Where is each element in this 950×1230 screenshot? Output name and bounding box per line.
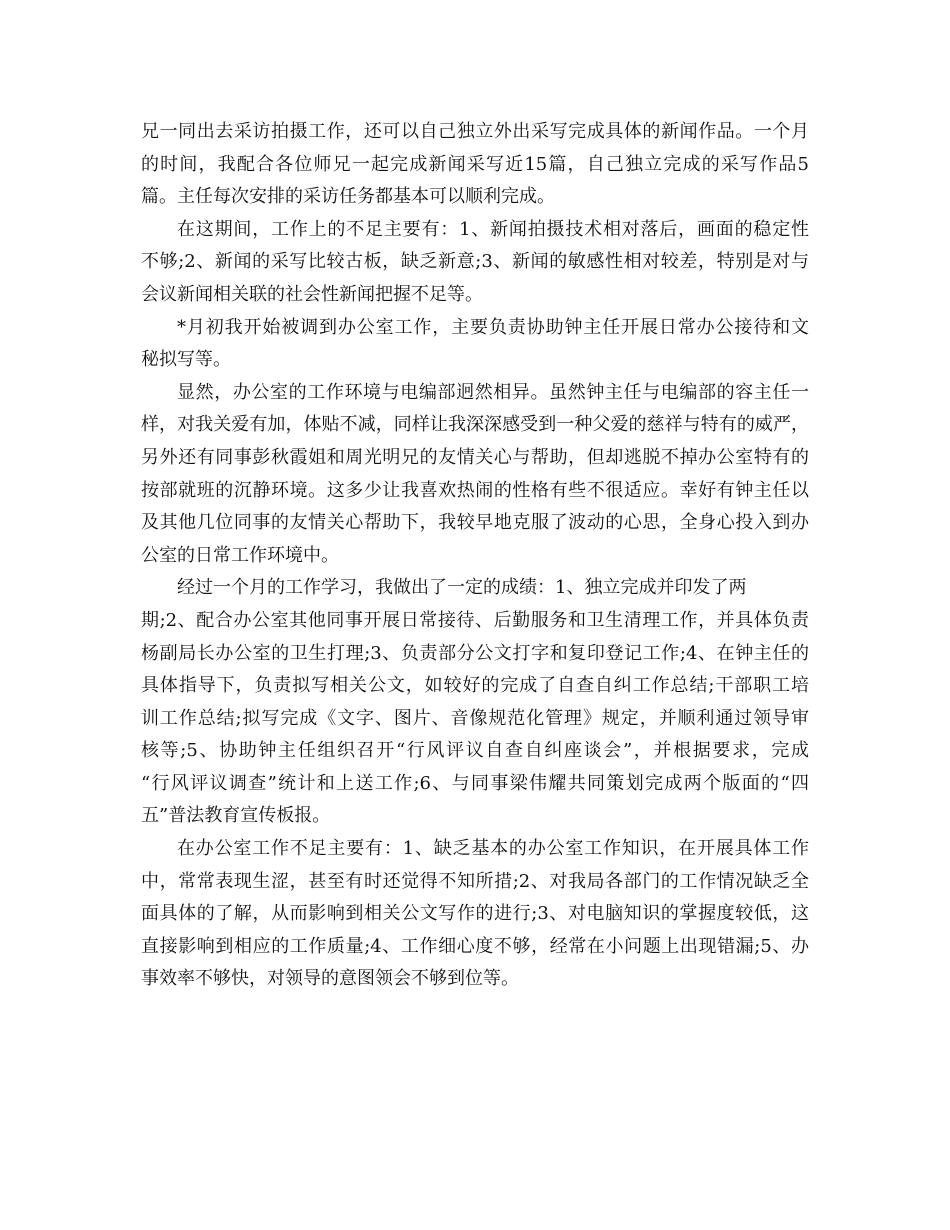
text-line: 杨副局长办公室的卫生打理;3、负责部分公文打字和复印登记工作;4、在钟主任的 xyxy=(141,642,809,664)
text-line: “行风评议调查”统计和上送工作;6、与同事梁伟耀共同策划完成两个版面的“四 xyxy=(141,772,809,794)
text-line: 面具体的了解，从而影响到相关公文写作的进行;3、对电脑知识的掌握度较低，这 xyxy=(141,903,809,925)
text-line: 核等;5、协助钟主任组织召开“行风评议自查自纠座谈会”，并根据要求，完成 xyxy=(141,740,809,762)
paragraph xyxy=(141,572,809,833)
text-line: 经过一个月的工作学习，我做出了一定的成绩：1、独立完成并印发了两 xyxy=(177,577,747,599)
text-line: 训工作总结;拟写完成《文字、图片、音像规范化管理》规定，并顺利通过领导审 xyxy=(141,707,809,729)
paragraph xyxy=(141,214,809,312)
text-line: 篇。主任每次安排的采访任务都基本可以顺利完成。 xyxy=(141,186,555,208)
text-line: 在这期间，工作上的不足主要有：1、新闻拍摄技术相对落后，画面的稳定性 xyxy=(177,218,809,240)
text-line: 五”普法教育宣传板报。 xyxy=(141,805,331,827)
text-line: 会议新闻相关联的社会性新闻把握不足等。 xyxy=(141,283,483,305)
text-line: 期;2、配合办公室其他同事开展日常接待、后勤服务和卫生清理工作，并具体负责 xyxy=(141,609,809,631)
paragraph xyxy=(141,312,809,377)
paragraph xyxy=(141,377,809,573)
text-line: 公室的日常工作环境中。 xyxy=(141,544,339,566)
text-line: 另外还有同事彭秋霞姐和周光明兄的友情关心与帮助，但却逃脱不掉办公室特有的 xyxy=(141,446,809,468)
text-line: 及其他几位同事的友情关心帮助下，我较早地克服了波动的心思，全身心投入到办 xyxy=(141,512,809,534)
text-line: 不够;2、新闻的采写比较古板，缺乏新意;3、新闻的敏感性相对较差，特别是对与 xyxy=(141,251,809,273)
text-line: 的时间，我配合各位师兄一起完成新闻采写近15篇，自己独立完成的采写作品5 xyxy=(141,153,809,175)
paragraph xyxy=(141,833,809,996)
text-line: 在办公室工作不足主要有：1、缺乏基本的办公室工作知识，在开展具体工作 xyxy=(177,838,809,860)
text-line: 事效率不够快，对领导的意图领会不够到位等。 xyxy=(141,968,519,990)
text-line: 样，对我关爱有加，体贴不减，同样让我深深感受到一种父爱的慈祥与特有的威严， xyxy=(141,414,809,436)
document-body xyxy=(141,116,809,996)
paragraph xyxy=(141,116,809,214)
text-line: 中，常常表现生涩，甚至有时还觉得不知所措;2、对我局各部门的工作情况缺乏全 xyxy=(141,870,809,892)
text-line: 兄一同出去采访拍摄工作，还可以自己独立外出采写完成具体的新闻作品。一个月 xyxy=(141,121,809,142)
text-line: 具体指导下，负责拟写相关公文，如较好的完成了自查自纠工作总结;干部职工培 xyxy=(141,675,809,697)
text-line: 直接影响到相应的工作质量;4、工作细心度不够，经常在小问题上出现错漏;5、办 xyxy=(141,935,809,957)
text-line: 秘拟写等。 xyxy=(141,349,231,371)
text-line: *月初我开始被调到办公室工作，主要负责协助钟主任开展日常办公接待和文 xyxy=(177,316,809,338)
text-line: 按部就班的沉静环境。这多少让我喜欢热闹的性格有些不很适应。幸好有钟主任以 xyxy=(141,479,809,501)
text-line: 显然，办公室的工作环境与电编部迥然相异。虽然钟主任与电编部的容主任一 xyxy=(177,381,809,403)
